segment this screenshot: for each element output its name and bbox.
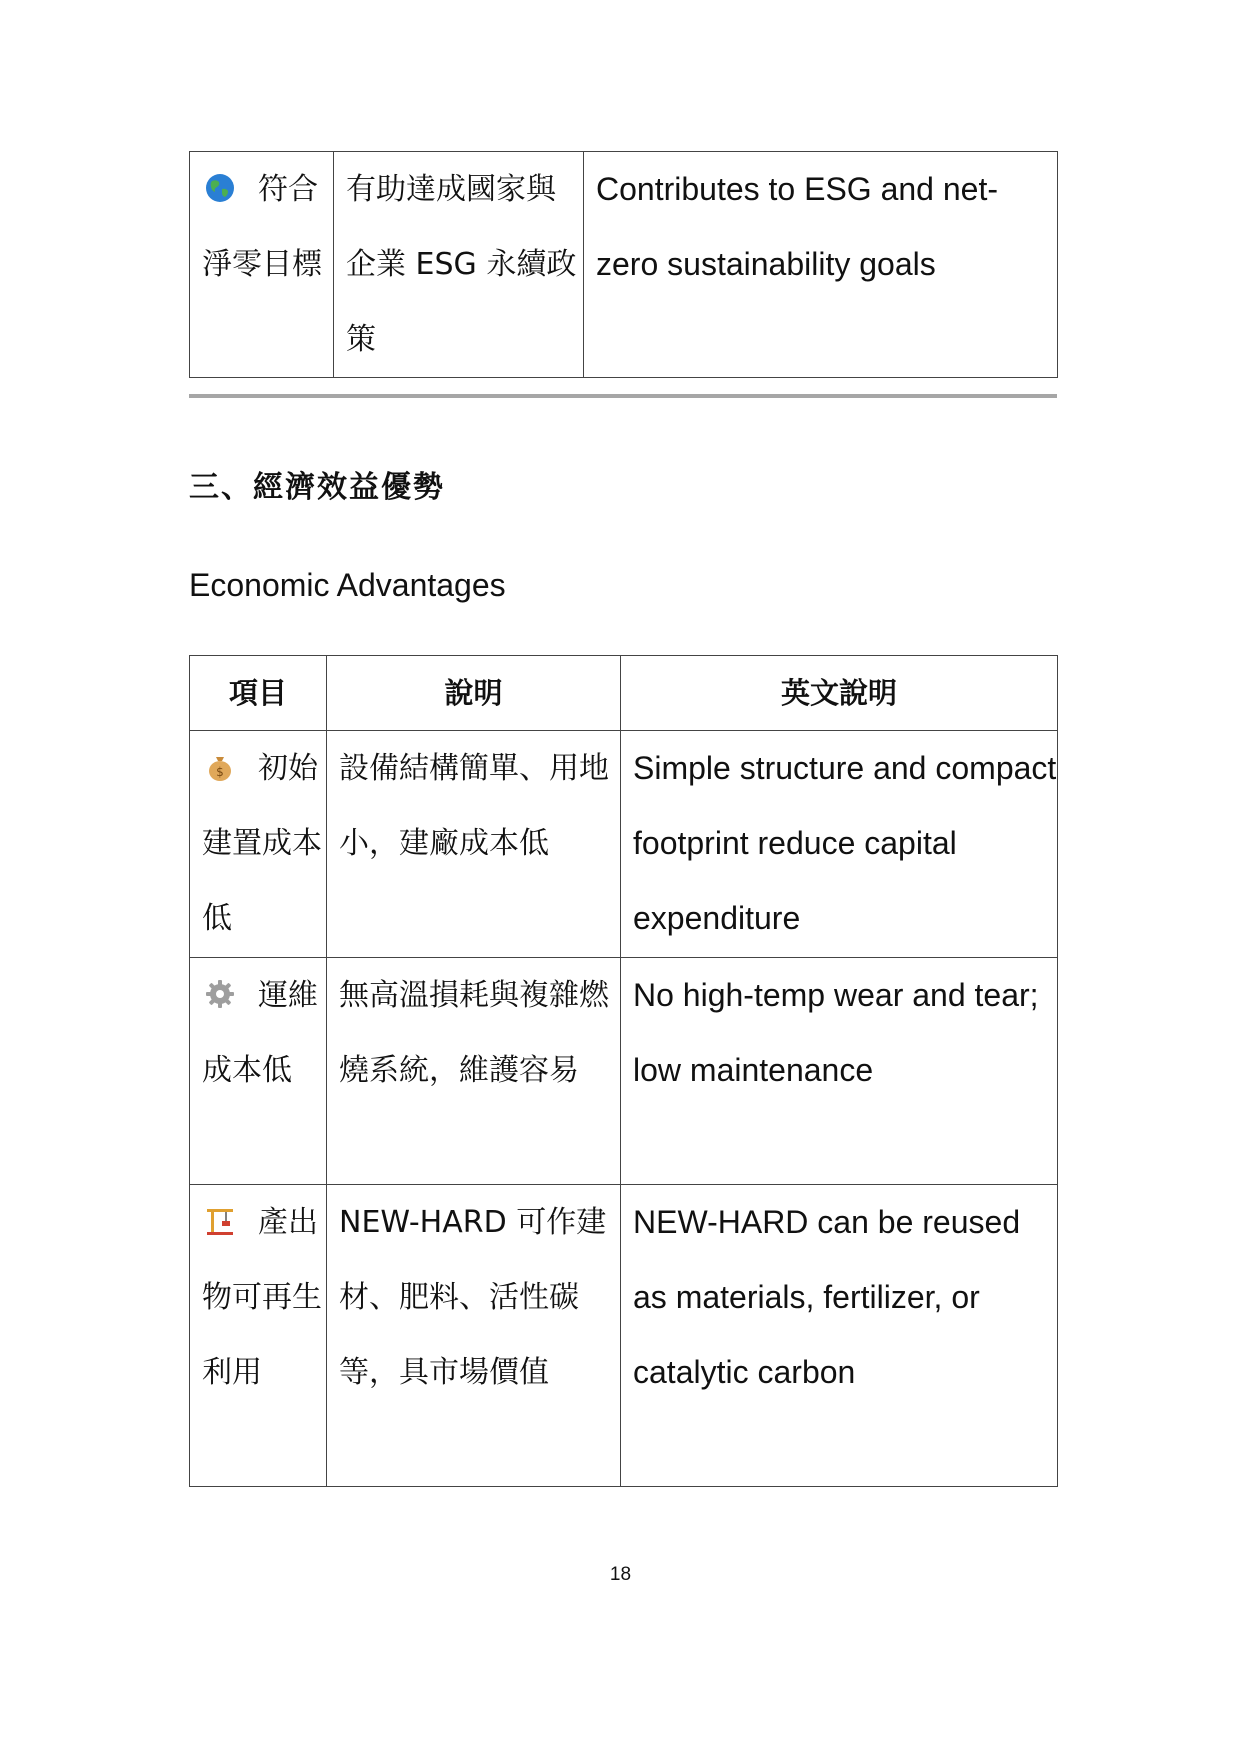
table-row: [190, 958, 1058, 1185]
page-number: 18: [609, 1564, 632, 1585]
sustainability-table: [189, 151, 1058, 378]
item-cell: [190, 958, 327, 1185]
table-row: [190, 731, 1058, 958]
description-cell: [334, 152, 584, 378]
section-heading-en: Economic Advantages: [189, 567, 506, 603]
english-cell: [584, 152, 1058, 378]
english-cell: [621, 1185, 1058, 1487]
money-bag-icon: [204, 751, 236, 783]
item-label: 符合淨零目標: [202, 172, 322, 282]
table-row: [190, 152, 1058, 378]
english-text: Simple structure and compact footprint reduce capital expenditure: [633, 750, 1057, 936]
globe-icon: [204, 172, 236, 204]
svg-text:$: $: [216, 765, 224, 779]
item-label: 初始建置成本低: [202, 751, 322, 936]
header-english: 英文說明: [621, 656, 1058, 731]
english-text: NEW-HARD can be reused as materials, fertilizer, or catalytic carbon: [633, 1204, 1021, 1390]
description-text: NEW-HARD 可作建材、肥料、活性碳等，具市場價值: [339, 1205, 607, 1390]
item-cell: [190, 152, 334, 378]
item-cell: [190, 731, 327, 958]
construction-crane-icon: [204, 1205, 236, 1237]
item-label: 運維成本低: [202, 978, 318, 1088]
table-row: [190, 1185, 1058, 1487]
english-text: No high-temp wear and tear; low maintenance: [633, 977, 1039, 1088]
english-cell: [621, 731, 1058, 958]
description-text: 無高溫損耗與複雜燃燒系統，維護容易: [339, 978, 609, 1088]
english-cell: [621, 958, 1058, 1185]
description-text: 有助達成國家與企業 ESG 永續政策: [346, 172, 577, 357]
item-cell: [190, 1185, 327, 1487]
gear-icon: [204, 978, 236, 1010]
section-heading-zh: 三、經濟效益優勢: [189, 470, 445, 505]
economic-advantages-table: [189, 655, 1058, 1487]
header-description: 說明: [327, 656, 621, 731]
header-item: 項目: [190, 656, 327, 731]
description-cell: [327, 1185, 621, 1487]
item-label: 產出物可再生利用: [202, 1205, 322, 1390]
section-divider: [189, 394, 1057, 398]
description-cell: [327, 731, 621, 958]
description-text: 設備結構簡單、用地小，建廠成本低: [339, 751, 609, 861]
table-header-row: [190, 656, 1058, 731]
english-text: Contributes to ESG and net-zero sustainability goals: [596, 171, 998, 282]
description-cell: [327, 958, 621, 1185]
